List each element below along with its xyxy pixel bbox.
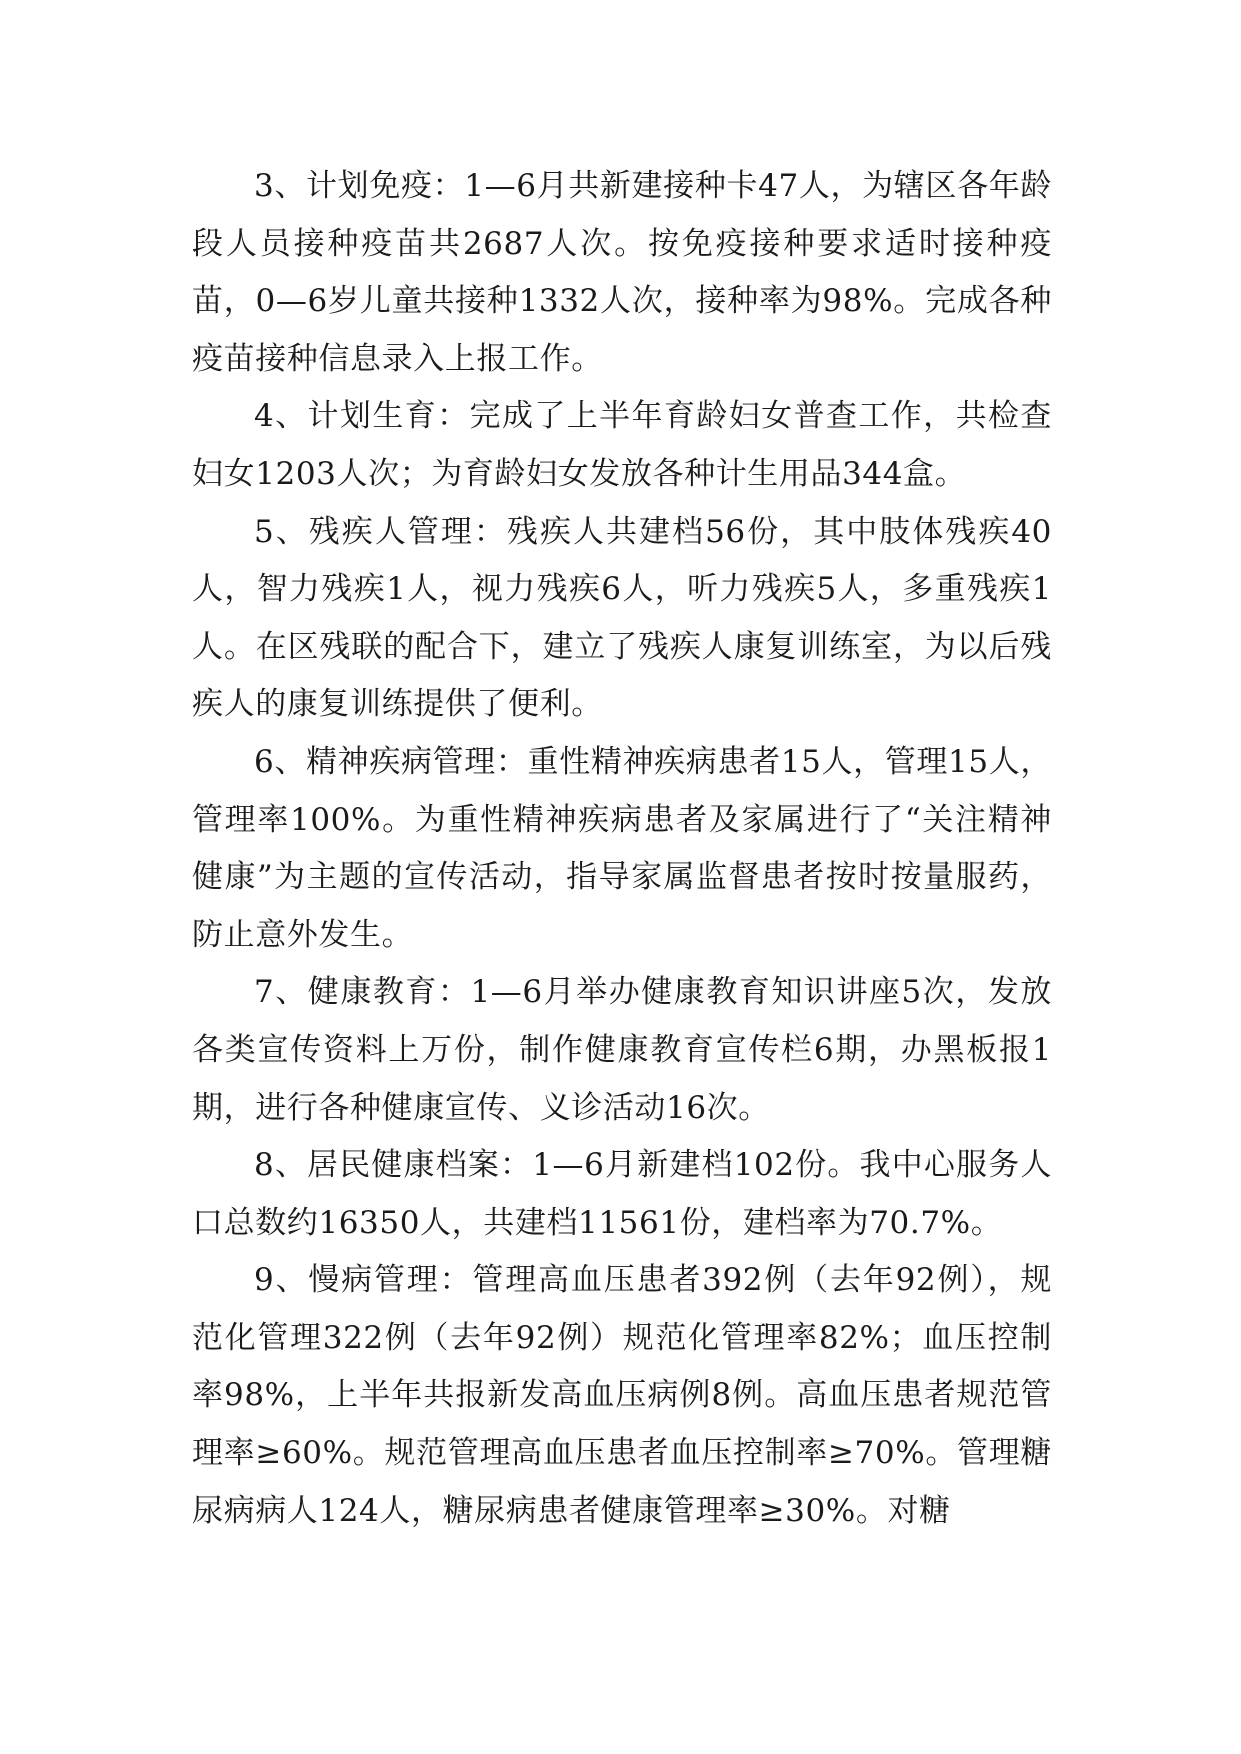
document-body [192,158,1052,1540]
paragraph-mental-illness-management: 6、精神疾病管理：重性精神疾病患者15人，管理15人，管理率100%。为重性精神疾病患者及家属进行了“关注精神健康”为主题的宣传活动，指导家属监督患者按时按量服药，防止意外发生。 [192,743,1052,953]
paragraph-health-records: 8、居民健康档案：1—6月新建档102份。我中心服务人口总数约16350人，共建档11561份，建档率为70.7%。 [192,1147,1052,1241]
paragraph-family-planning: 4、计划生育：完成了上半年育龄妇女普查工作，共检查妇女1203人次；为育龄妇女发放各种计生用品344盒。 [192,398,1052,492]
paragraph-chronic-disease-management: 9、慢病管理：管理高血压患者392例（去年92例），规范化管理322例（去年92例）规范化管理率82%；血压控制率98%，上半年共报新发高血压病例8例。高血压患者规范管理率≥60%。规范管理高血压患者血压控制率≥70%。管理糖尿病病人124人，糖尿病患者健康管理率≥30%。对糖 [192,1262,1052,1529]
paragraph-health-education: 7、健康教育：1—6月举办健康教育知识讲座5次，发放各类宣传资料上万份，制作健康教育宣传栏6期，办黑板报1期，进行各种健康宣传、义诊活动16次。 [192,974,1052,1126]
paragraph-disability-management: 5、残疾人管理：残疾人共建档56份，其中肢体残疾40人，智力残疾1人，视力残疾6人，听力残疾5人，多重残疾1人。在区残联的配合下，建立了残疾人康复训练室，为以后残疾人的康复训练提供了便利。 [192,513,1052,723]
paragraph-immunization: 3、计划免疫：1—6月共新建接种卡47人，为辖区各年龄段人员接种疫苗共2687人次。按免疫接种要求适时接种疫苗，0—6岁儿童共接种1332人次，接种率为98%。完成各种疫苗接种信息录入上报工作。 [192,168,1052,377]
